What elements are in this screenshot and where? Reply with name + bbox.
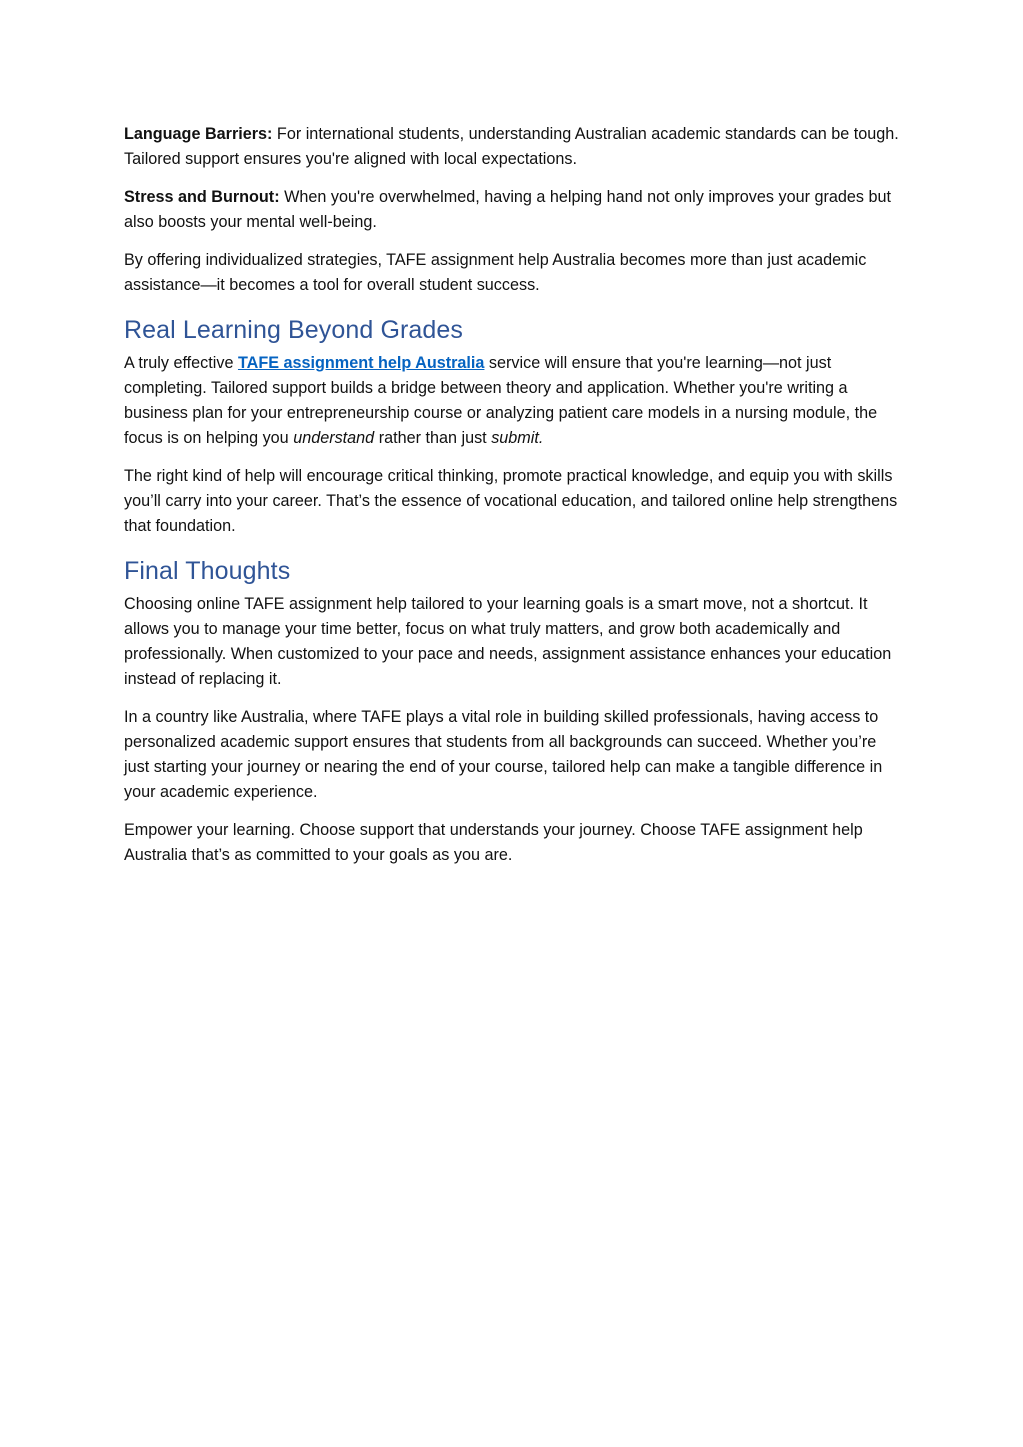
paragraph-final-1: Choosing online TAFE assignment help tailored to your learning goals is a smart move, not a shortcut. It allows you to manage your time better, focus on what truly matters, and grow both academically and professionally. When customized to your pace and needs, assignment assistance enhances your education instead of replacing it. <box>124 595 892 688</box>
heading-real-learning: Real Learning Beyond Grades <box>124 316 464 344</box>
real-learning-text-middle: service will ensure that you're learning—not just completing. Tailored support builds a bridge between theory and application. Whether you're writing a business plan for your entrepreneurship course or analyzing patient care models in a nursing module, the focus is on helping you <box>124 354 878 447</box>
document-page <box>124 122 904 881</box>
stress-burnout-label: Stress and Burnout: <box>124 188 280 206</box>
paragraph-language-barriers <box>124 122 904 172</box>
tafe-assignment-help-link[interactable]: TAFE assignment help Australia <box>237 354 485 372</box>
paragraph-final-3: Empower your learning. Choose support that understands your journey. Choose TAFE assignment help Australia that’s as committed to your goals as you are. <box>124 821 863 864</box>
heading-final-thoughts: Final Thoughts <box>124 557 291 585</box>
emphasis-submit: submit. <box>491 429 544 447</box>
real-learning-text-start: A truly effective <box>124 354 238 372</box>
paragraph-offering: By offering individualized strategies, TAFE assignment help Australia becomes more than just academic assistance—it becomes a tool for overall student success. <box>124 251 867 294</box>
paragraph-stress-burnout <box>124 185 904 235</box>
paragraph-real-learning-1 <box>124 351 904 451</box>
emphasis-understand: understand <box>293 429 375 447</box>
real-learning-text-middle2: rather than just <box>374 429 492 447</box>
paragraph-final-2: In a country like Australia, where TAFE plays a vital role in building skilled professionals, having access to personalized academic support ensures that students from all backgrounds can succeed. Whether you’re just starting your journey or nearing the end of your course, tailored help can make a tangible difference in your academic experience. <box>124 708 883 801</box>
paragraph-real-learning-2: The right kind of help will encourage critical thinking, promote practical knowledge, and equip you with skills you’ll carry into your career. That’s the essence of vocational education, and tailored online help strengthens that foundation. <box>124 467 898 535</box>
language-barriers-label: Language Barriers: <box>124 125 273 143</box>
language-barriers-text: For international students, understanding Australian academic standards can be tough. Tailored support ensures you're aligned with local expectations. <box>124 125 899 168</box>
stress-burnout-text: When you're overwhelmed, having a helping hand not only improves your grades but also boosts your mental well-being. <box>124 188 891 231</box>
